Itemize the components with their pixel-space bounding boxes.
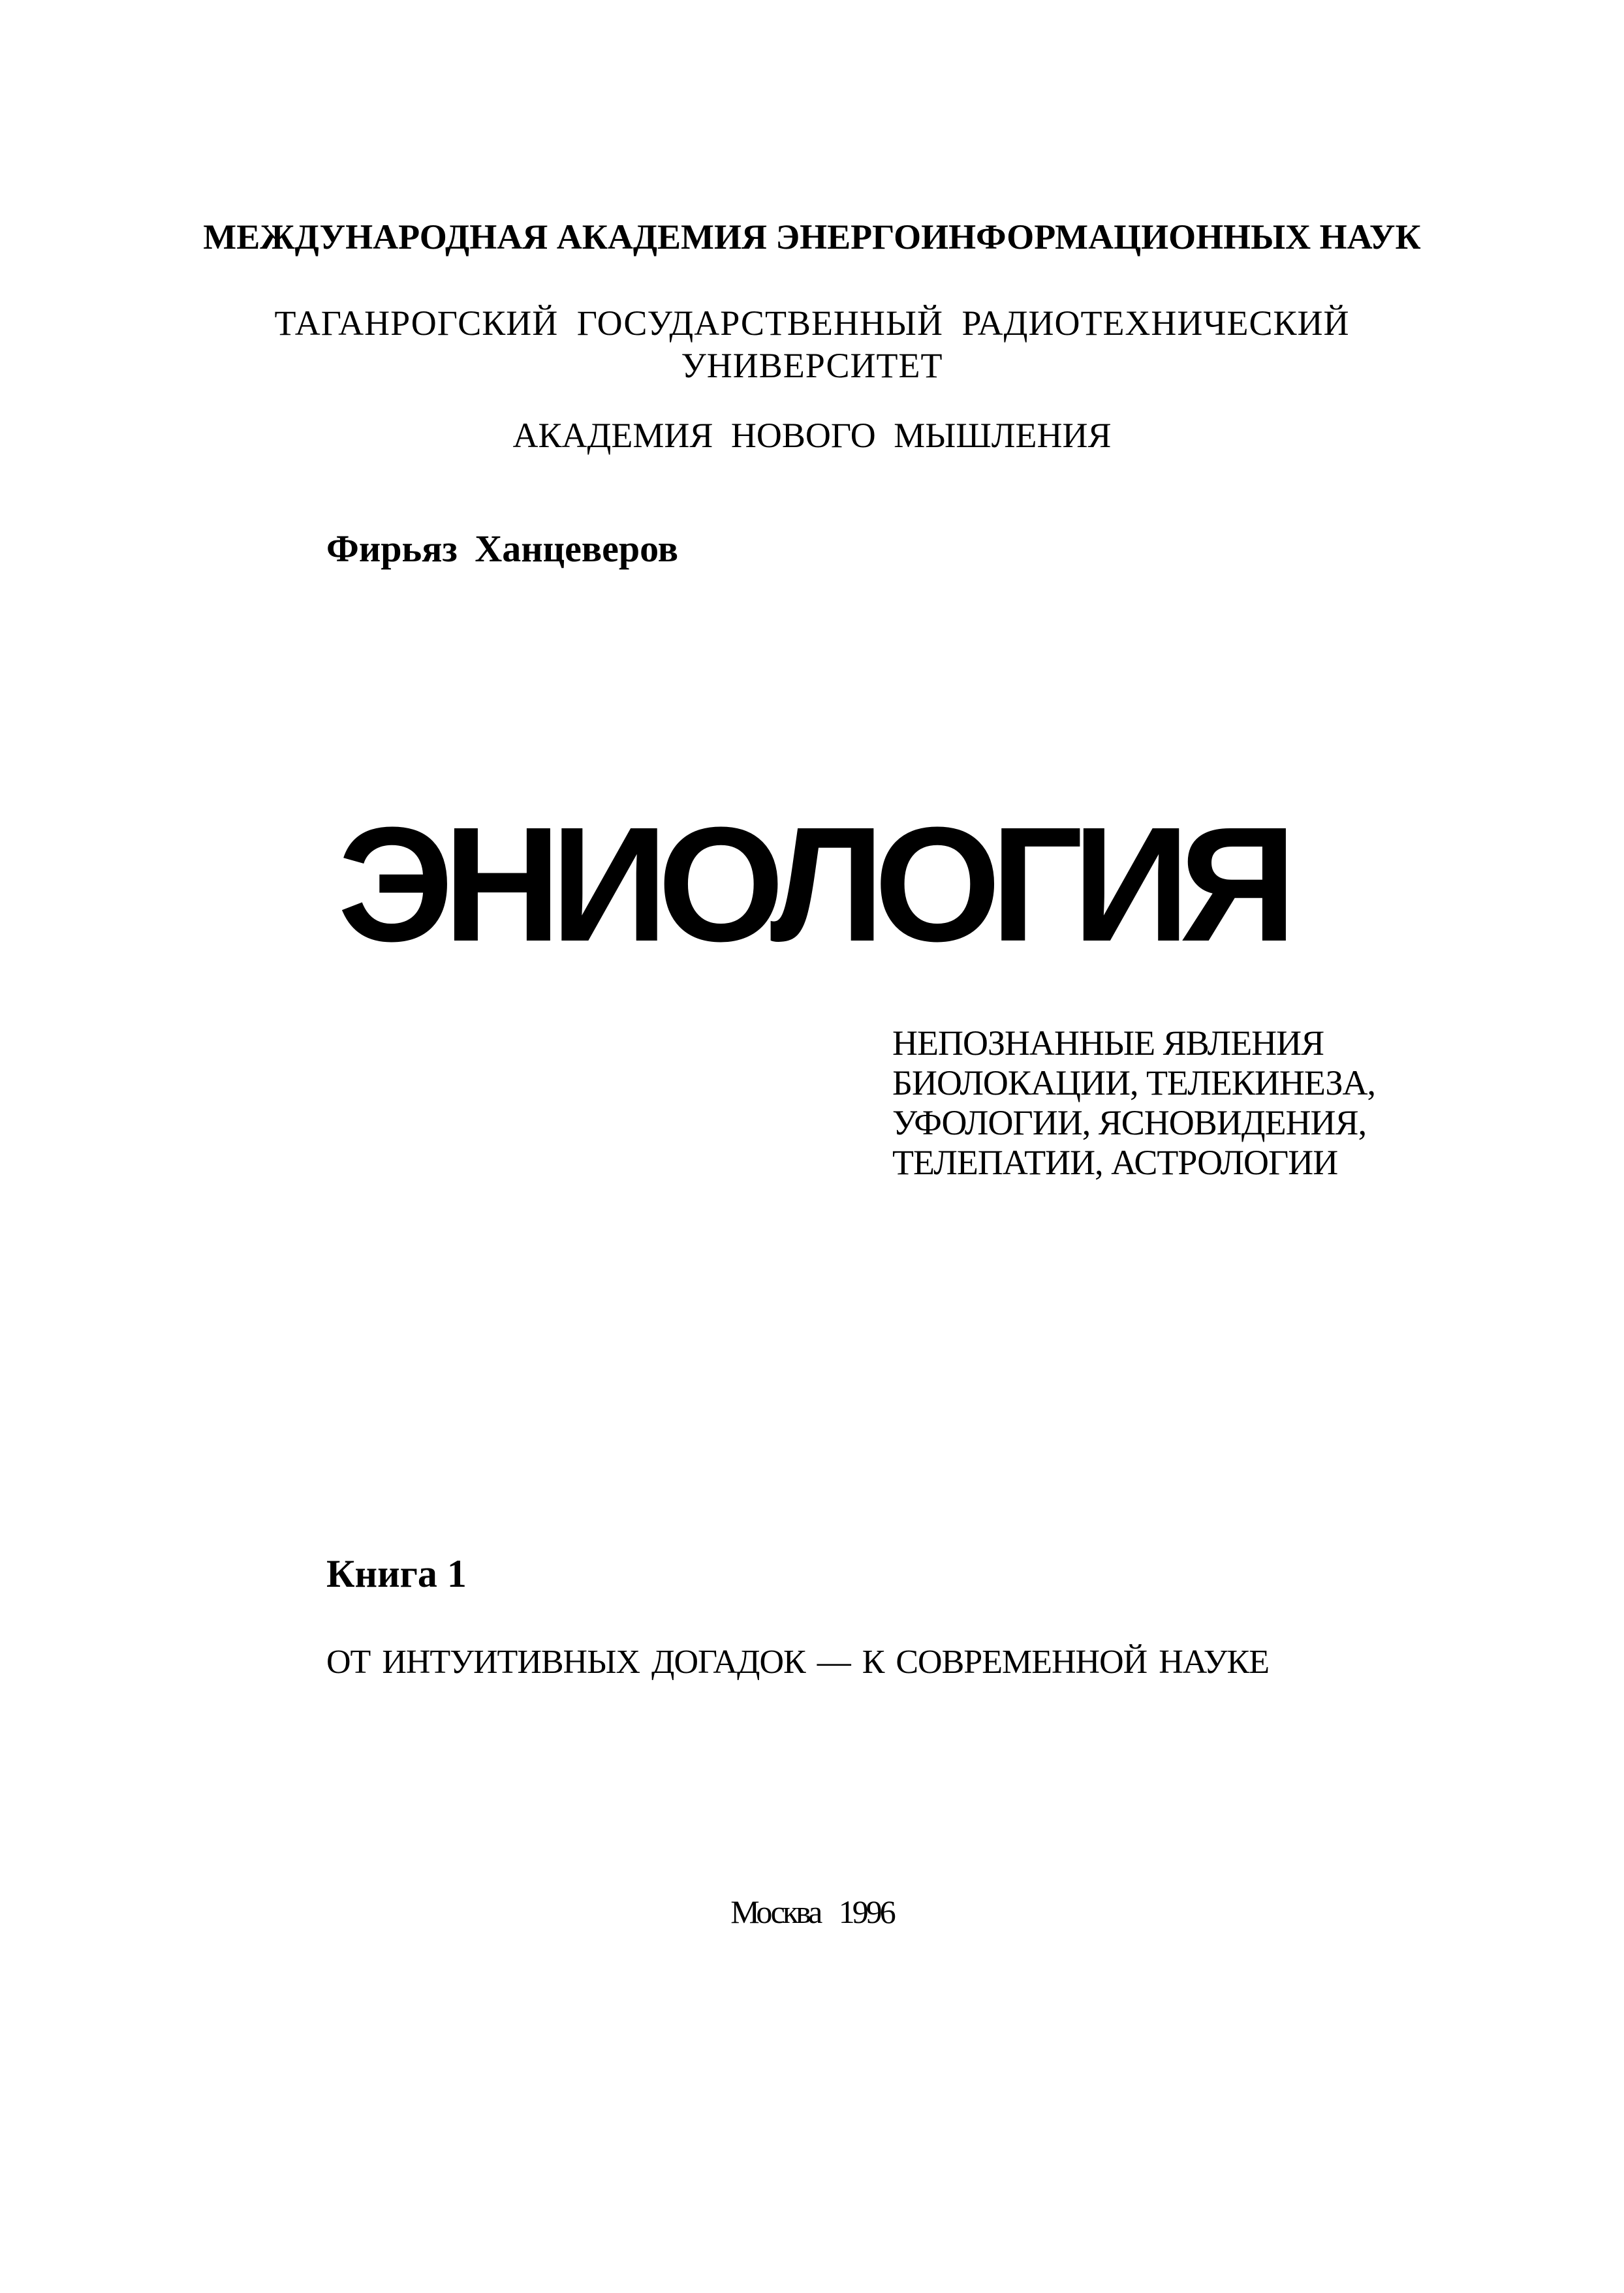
subtitle-line: БИОЛОКАЦИИ, ТЕЛЕКИНЕЗА,: [892, 1063, 1376, 1102]
book-number: Книга 1: [326, 1552, 467, 1595]
subtitle-line: УФОЛОГИИ, ЯСНОВИДЕНИЯ,: [892, 1103, 1367, 1142]
subtitle-block: [892, 1023, 1375, 1183]
academy-new-thinking: АКАДЕМИЯ НОВОГО МЫШЛЕНИЯ: [512, 416, 1112, 455]
academy-name: МЕЖДУНАРОДНАЯ АКАДЕМИЯ ЭНЕРГОИНФОРМАЦИОННЫХ НАУК: [203, 217, 1421, 257]
university-name-line1: ТАГАНРОГСКИЙ ГОСУДАРСТВЕННЫЙ РАДИОТЕХНИЧЕСКИЙ: [274, 304, 1350, 343]
subtitle-line: НЕПОЗНАННЫЕ ЯВЛЕНИЯ: [892, 1023, 1324, 1063]
author-name: Фирьяз Ханцеверов: [326, 527, 679, 570]
book-title: ЭНИОЛОГИЯ: [337, 793, 1287, 975]
book-description: ОТ ИНТУИТИВНЫХ ДОГАДОК — К СОВРЕМЕННОЙ НАУКЕ: [326, 1644, 1269, 1681]
imprint-place-year: Москва 1996: [730, 1894, 894, 1930]
subtitle-line: ТЕЛЕПАТИИ, АСТРОЛОГИИ: [892, 1143, 1338, 1182]
university-name-line2: УНИВЕРСИТЕТ: [681, 346, 943, 385]
